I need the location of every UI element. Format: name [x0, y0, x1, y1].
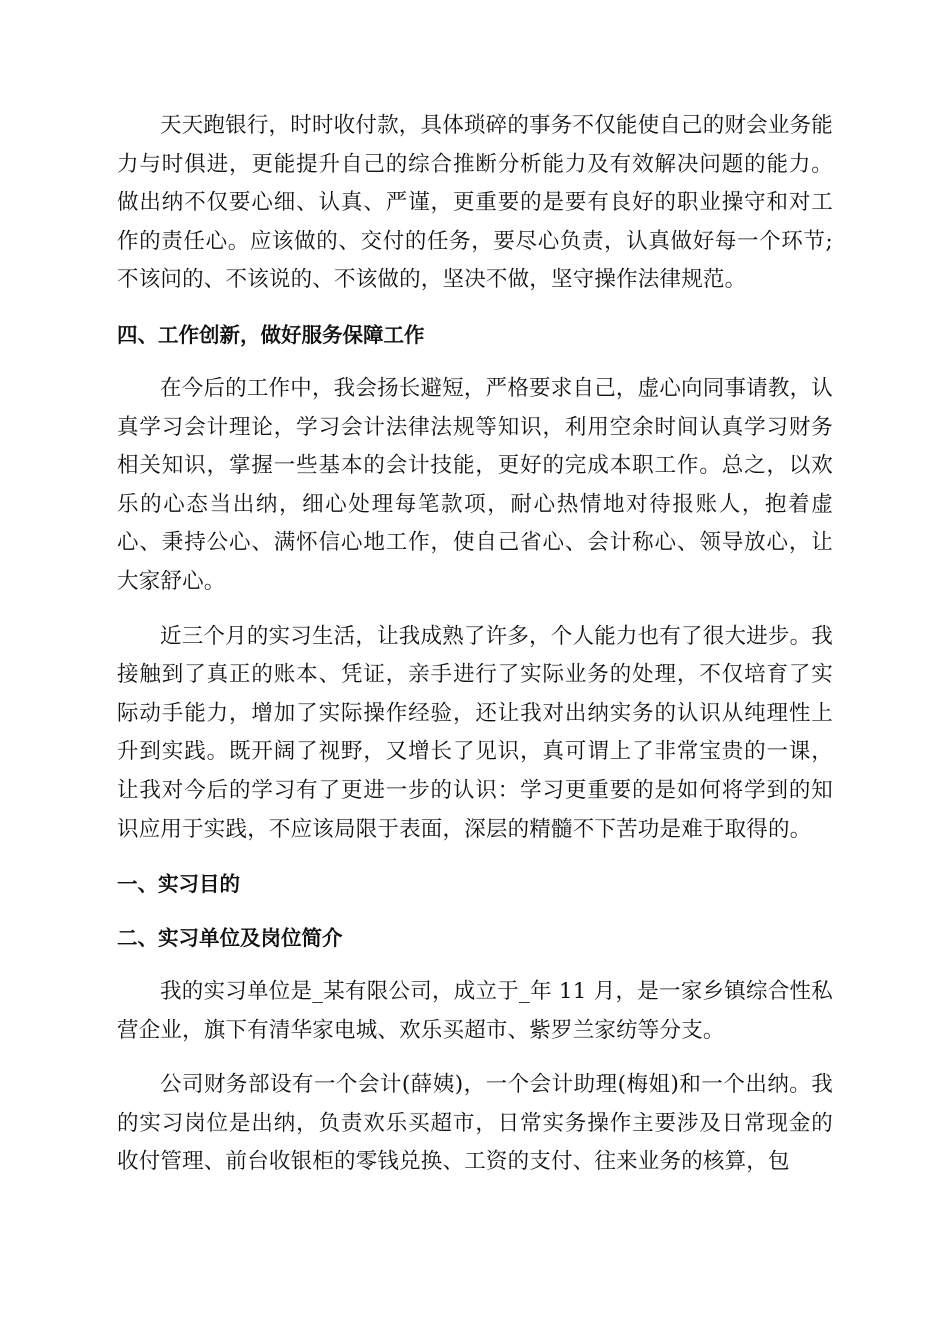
paragraph-internship-summary: 近三个月的实习生活，让我成熟了许多，个人能力也有了很大进步。我接触到了真正的账本、凭证，亲手进行了实际业务的处理，不仅培育了实际动手能力，增加了实际操作经验，还让我对出纳实务的认识从纯理性上升到实践。既开阔了视野，又增长了见识，真可谓上了非常宝贵的一课，让我对今后的学习有了更进一步的认识：学习更重要的是如何将学到的知识应用于实践，不应该局限于表面，深层的精髓不下苦功是难于取得的。 [117, 623, 833, 842]
section-heading-purpose: 一、实习目的 [117, 872, 240, 897]
paragraph-cashier-duties: 天天跑银行，时时收付款，具体琐碎的事务不仅能使自己的财会业务能力与时俱进，更能提升自己的综合推断分析能力及有效解决问题的能力。做出纳不仅要心细、认真、严谨，更重要的是要有良好的职业操守和对工作的责任心。应该做的、交付的任务，要尽心负责，认真做好每一个环节;不该问的、不该说的、不该做的，坚决不做，坚守操作法律规范。 [117, 113, 833, 293]
paragraph-company-intro: 我的实习单位是_某有限公司，成立于_年 11 月，是一家乡镇综合性私营企业，旗下有清华家电城、欢乐买超市、紫罗兰家纺等分支。 [117, 979, 833, 1043]
paragraph-finance-department: 公司财务部设有一个会计(薛姨)，一个会计助理(梅姐)和一个出纳。我的实习岗位是出纳，负责欢乐买超市，日常实务操作主要涉及日常现金的收付管理、前台收银柜的零钱兑换、工资的支付、往来业务的核算，包 [117, 1072, 833, 1175]
section-heading-innovation: 四、工作创新，做好服务保障工作 [117, 322, 425, 347]
section-heading-unit-intro: 二、实习单位及岗位简介 [117, 926, 343, 951]
paragraph-future-work: 在今后的工作中，我会扬长避短，严格要求自己，虚心向同事请教，认真学习会计理论，学习会计法律法规等知识，利用空余时间认真学习财务相关知识，掌握一些基本的会计技能，更好的完成本职工作。总之，以欢乐的心态当出纳，细心处理每笔款项，耐心热情地对待报账人，抱着虚心、秉持公心、满怀信心地工作，使自己省心、会计称心、领导放心，让大家舒心。 [117, 375, 833, 594]
document-page [117, 107, 833, 1182]
